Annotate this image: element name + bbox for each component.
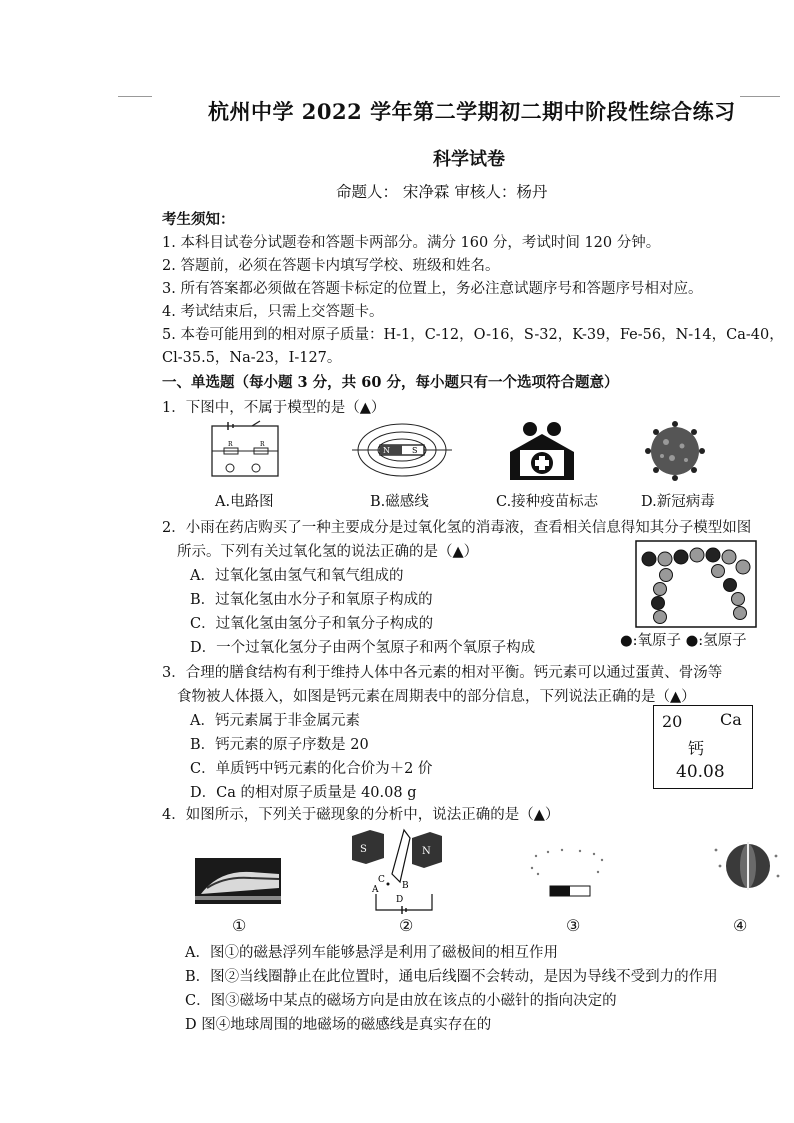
- question-2-option-b: B．过氧化氢由水分子和氧原子构成的: [190, 592, 433, 608]
- question-2-option-c: C．过氧化氢由氢分子和氧分子构成的: [190, 616, 434, 632]
- hydrogen-peroxide-model-figure: [636, 541, 756, 627]
- element-name: 钙: [688, 739, 705, 758]
- figure-label-2: ②: [399, 916, 414, 935]
- svg-text:N: N: [422, 846, 431, 857]
- figure-label-1: ①: [232, 916, 247, 935]
- question-4-option-c: C．图③磁场中某点的磁场方向是由放在该点的小磁针的指向决定的: [185, 993, 617, 1009]
- coronavirus-figure: [644, 420, 706, 482]
- page-title: 杭州中学 2022 学年第二学期初二期中阶段性综合练习: [208, 99, 736, 124]
- earth-magnetic-field-figure: [712, 836, 780, 900]
- question-3-option-b: B．钙元素的原子序数是 20: [190, 737, 369, 753]
- question-1-stem: 1．下图中，不属于模型的是（▲）: [162, 400, 386, 416]
- svg-text:D: D: [396, 895, 404, 905]
- question-3-option-c: C．单质钙中钙元素的化合价为＋2 价: [190, 761, 433, 777]
- question-2-stem: 2．小雨在药店购买了一种主要成分是过氧化氢的消毒液，查看相关信息得知其分子模型如图: [162, 520, 752, 536]
- element-symbol: Ca: [720, 710, 742, 729]
- circuit-diagram-figure: [208, 420, 283, 480]
- molecule-legend: ●:氧原子 ●:氢原子: [620, 633, 747, 649]
- question-4-option-b: B．图②当线圈静止在此位置时，通电后线圈不会转动，是因为导线不受到力的作用: [185, 969, 718, 985]
- bar-magnet-field-figure: [528, 846, 608, 908]
- vaccination-logo-figure: [506, 420, 578, 482]
- magnetic-field-lines-figure: [352, 420, 452, 480]
- question-1-option-d: D.新冠病毒: [641, 494, 715, 510]
- authors-line: 命题人： 宋净霖 审核人：杨丹: [336, 183, 548, 201]
- atomic-number: 20: [662, 712, 683, 731]
- top-left-rule: [118, 96, 152, 97]
- coil-in-magnetic-field-figure: [352, 830, 442, 914]
- svg-text:S: S: [412, 446, 418, 455]
- notice-item: Cl-35.5，Na-23，I-127。: [162, 350, 342, 366]
- question-4-option-a: A．图①的磁悬浮列车能够悬浮是利用了磁极间的相互作用: [185, 945, 558, 961]
- notice-item: 4. 考试结束后，只需上交答题卡。: [162, 304, 384, 320]
- question-3-stem: 3．合理的膳食结构有利于维持人体中各元素的相对平衡。钙元素可以通过蛋黄、骨汤等: [162, 665, 723, 681]
- svg-text:A: A: [372, 885, 379, 895]
- notice-item: 2. 答题前，必须在答题卡内填写学校、班级和姓名。: [162, 258, 500, 274]
- question-3-option-d: D．Ca 的相对原子质量是 40.08 g: [190, 785, 417, 801]
- maglev-train-figure: [195, 858, 281, 904]
- notice-item: 5. 本卷可能用到的相对原子质量：H-1，C-12，O-16，S-32，K-39，Fe-56，N-14，Ca-40，: [162, 327, 784, 343]
- question-1-option-a: A.电路图: [215, 494, 274, 510]
- atomic-mass: 40.08: [676, 762, 725, 782]
- notice-heading: 考生须知：: [162, 211, 235, 228]
- figure-label-4: ④: [733, 916, 748, 935]
- periodic-table-cell: [653, 705, 753, 789]
- svg-text:R: R: [260, 441, 265, 448]
- figure-label-3: ③: [566, 916, 581, 935]
- question-4-stem: 4．如图所示，下列关于磁现象的分析中，说法正确的是（▲）: [162, 807, 560, 823]
- page-subtitle: 科学试卷: [433, 149, 505, 170]
- svg-text:S: S: [360, 844, 367, 855]
- question-4-option-d: D 图④地球周围的地磁场的磁感线是真实存在的: [185, 1017, 492, 1033]
- question-2-stem: 所示。下列有关过氧化氢的说法正确的是（▲）: [177, 544, 479, 560]
- question-2-option-d: D．一个过氧化氢分子由两个氢原子和两个氧原子构成: [190, 640, 536, 656]
- svg-text:N: N: [383, 446, 390, 455]
- svg-text:B: B: [402, 881, 409, 891]
- question-1-option-b: B.磁感线: [370, 494, 429, 510]
- section-heading: 一、单选题（每小题 3 分，共 60 分，每小题只有一个选项符合题意）: [162, 374, 619, 391]
- question-2-option-a: A．过氧化氢由氢气和氧气组成的: [190, 568, 404, 584]
- svg-text:R: R: [228, 441, 233, 448]
- question-3-stem: 食物被人体摄入，如图是钙元素在周期表中的部分信息，下列说法正确的是（▲）: [177, 689, 696, 705]
- top-right-rule: [740, 96, 780, 97]
- question-1-option-c: C.接种疫苗标志: [496, 494, 599, 510]
- notice-item: 3. 所有答案都必须做在答题卡标定的位置上，务必注意试题序号和答题序号相对应。: [162, 281, 703, 297]
- question-3-option-a: A．钙元素属于非金属元素: [190, 713, 360, 729]
- notice-item: 1. 本科目试卷分试题卷和答题卡两部分。满分 160 分，考试时间 120 分钟。: [162, 235, 661, 251]
- svg-text:C: C: [378, 875, 385, 885]
